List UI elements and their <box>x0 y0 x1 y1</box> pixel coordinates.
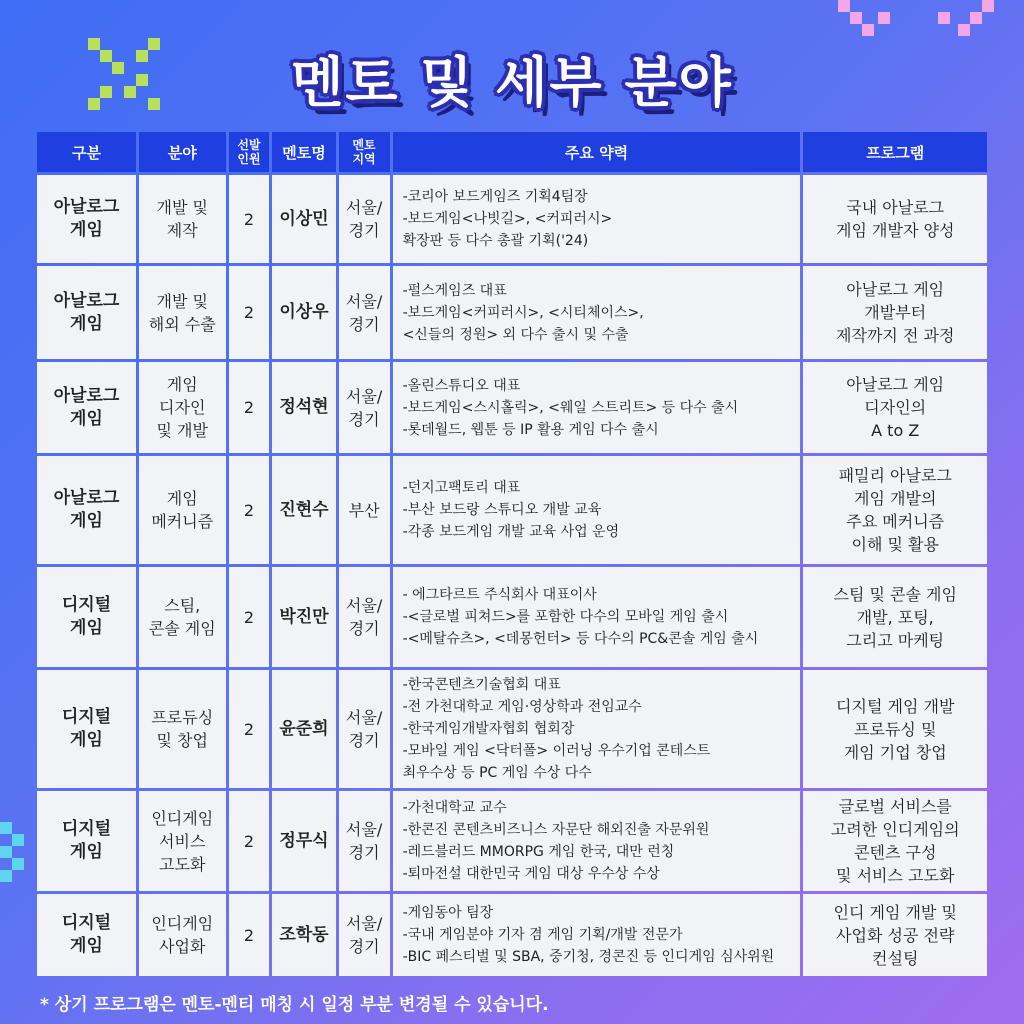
pixel-decoration-pink <box>838 0 1008 40</box>
cell-category: 디지털 게임 <box>37 894 136 976</box>
cell-field: 개발 및 해외 수출 <box>139 266 226 359</box>
cell-mentor: 박진만 <box>272 567 335 667</box>
cell-category: 디지털 게임 <box>37 791 136 891</box>
cell-field: 게임 메커니즘 <box>139 456 226 564</box>
cell-region: 서울/ 경기 <box>339 670 390 788</box>
cell-slots: 2 <box>229 670 270 788</box>
page-title: 멘토 및 세부 분야 <box>291 51 733 114</box>
cell-region: 서울/ 경기 <box>339 266 390 359</box>
cell-career: -게임동아 팀장 -국내 게임분야 기자 겸 게임 기획/개발 전문가 -BIC 페스티벌 및 SBA, 중기청, 경콘진 등 인디게임 심사위원 <box>393 894 801 976</box>
cell-field: 스팀, 콘솔 게임 <box>139 567 226 667</box>
header-slots: 선발 인원 <box>229 132 270 172</box>
cell-mentor: 정무식 <box>272 791 335 891</box>
cell-program: 인디 게임 개발 및 사업화 성공 전략 컨설팅 <box>803 894 987 976</box>
pixel-decoration-cyan <box>0 822 36 894</box>
cell-field: 인디게임 사업화 <box>139 894 226 976</box>
table-header-row <box>37 132 987 172</box>
cell-field: 인디게임 서비스 고도화 <box>139 791 226 891</box>
cell-program: 국내 아날로그 게임 개발자 양성 <box>803 175 987 263</box>
table-row <box>37 567 987 667</box>
cell-field: 개발 및 제작 <box>139 175 226 263</box>
cell-career: -가천대학교 교수 -한콘진 콘텐츠비즈니스 자문단 해외진출 자문위원 -레드블러드 MMORPG 게임 한국, 대만 런칭 -퇴마전설 대한민국 게임 대상 우수상 수상 <box>393 791 801 891</box>
cell-category: 디지털 게임 <box>37 567 136 667</box>
cell-slots: 2 <box>229 362 270 453</box>
cell-category: 디지털 게임 <box>37 670 136 788</box>
cell-program: 아날로그 게임 개발부터 제작까지 전 과정 <box>803 266 987 359</box>
cell-field: 프로듀싱 및 창업 <box>139 670 226 788</box>
cell-career: -올린스튜디오 대표 -보드게임<스시홀릭>, <웨일 스트리트> 등 다수 출시 -롯데월드, 웹툰 등 IP 활용 게임 다수 출시 <box>393 362 801 453</box>
cell-region: 서울/ 경기 <box>339 894 390 976</box>
cell-career: -펄스게임즈 대표 -보드게임<커피러시>, <시티체이스>, <신들의 정원> 외 다수 출시 및 수출 <box>393 266 801 359</box>
header-program: 프로그램 <box>803 132 987 172</box>
cell-slots: 2 <box>229 456 270 564</box>
cell-category: 아날로그 게임 <box>37 266 136 359</box>
cell-region: 서울/ 경기 <box>339 791 390 891</box>
cell-mentor: 이상우 <box>272 266 335 359</box>
header-category: 구분 <box>37 132 136 172</box>
cell-program: 스팀 및 콘솔 게임 개발, 포팅, 그리고 마케팅 <box>803 567 987 667</box>
cell-program: 디지털 게임 개발 프로듀싱 및 게임 기업 창업 <box>803 670 987 788</box>
cell-region: 서울/ 경기 <box>339 567 390 667</box>
table-row <box>37 175 987 263</box>
cell-career: - 에그타르트 주식회사 대표이사 -<글로벌 피쳐드>를 포함한 다수의 모바일 게임 출시 -<메탈슈츠>, <데몽헌터> 등 다수의 PC&콘솔 게임 출시 <box>393 567 801 667</box>
table-row <box>37 894 987 976</box>
header-mentor: 멘토명 <box>272 132 335 172</box>
footnote: * 상기 프로그램은 멘토-멘티 매칭 시 일정 부분 변경될 수 있습니다. <box>40 995 549 1015</box>
cell-program: 아날로그 게임 디자인의 A to Z <box>803 362 987 453</box>
cell-mentor: 조학동 <box>272 894 335 976</box>
cell-career: -던지고팩토리 대표 -부산 보드랑 스튜디오 개발 교육 -각종 보드게임 개발 교육 사업 운영 <box>393 456 801 564</box>
cell-slots: 2 <box>229 567 270 667</box>
cell-slots: 2 <box>229 175 270 263</box>
header-field: 분야 <box>139 132 226 172</box>
cell-category: 아날로그 게임 <box>37 362 136 453</box>
table-row <box>37 670 987 788</box>
cell-mentor: 이상민 <box>272 175 335 263</box>
table-row <box>37 362 987 453</box>
cell-region: 부산 <box>339 456 390 564</box>
cell-mentor: 윤준희 <box>272 670 335 788</box>
table-row <box>37 266 987 359</box>
header-region: 멘토 지역 <box>339 132 390 172</box>
cell-region: 서울/ 경기 <box>339 362 390 453</box>
cell-career: -한국콘텐츠기술협회 대표 -전 가천대학교 게임·영상학과 전임교수 -한국게임개발자협회 협회장 -모바일 게임 <닥터폴> 이러닝 우수기업 콘테스트 최우수상 등 PC 게임 수상 다수 <box>393 670 801 788</box>
cell-mentor: 정석현 <box>272 362 335 453</box>
cell-program: 패밀리 아날로그 게임 개발의 주요 메커니즘 이해 및 활용 <box>803 456 987 564</box>
cell-mentor: 진현수 <box>272 456 335 564</box>
cell-slots: 2 <box>229 791 270 891</box>
cell-category: 아날로그 게임 <box>37 456 136 564</box>
cell-slots: 2 <box>229 266 270 359</box>
table-row <box>37 456 987 564</box>
cell-career: -코리아 보드게임즈 기획4팀장 -보드게임<나빗길>, <커피러시> 확장판 등 다수 총괄 기획('24) <box>393 175 801 263</box>
cell-field: 게임 디자인 및 개발 <box>139 362 226 453</box>
header-career: 주요 약력 <box>393 132 801 172</box>
cell-region: 서울/ 경기 <box>339 175 390 263</box>
cell-slots: 2 <box>229 894 270 976</box>
cell-program: 글로벌 서비스를 고려한 인디게임의 콘텐츠 구성 및 서비스 고도화 <box>803 791 987 891</box>
table-row <box>37 791 987 891</box>
cell-category: 아날로그 게임 <box>37 175 136 263</box>
mentor-table <box>34 129 990 979</box>
